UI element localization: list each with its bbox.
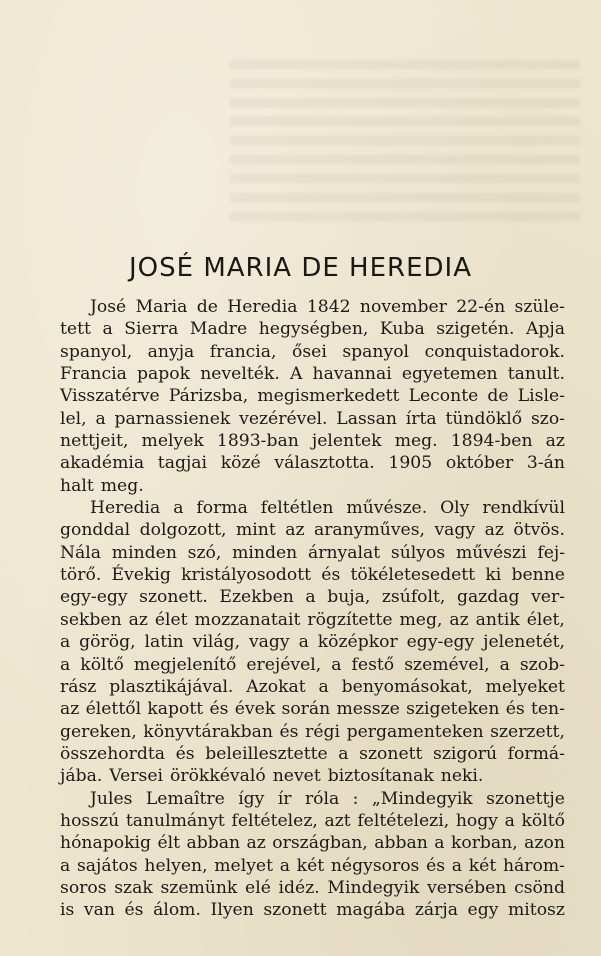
word: lel, — [60, 408, 87, 429]
word: világ, — [192, 632, 241, 653]
word: ősei — [292, 341, 327, 362]
word: fej- — [537, 542, 565, 563]
word: ki — [485, 565, 502, 586]
word: a — [279, 855, 290, 876]
text-line — [60, 899, 565, 921]
word: tagjai — [157, 453, 208, 474]
word: plasztikájával. — [109, 676, 234, 697]
word: formá- — [507, 743, 565, 764]
word: a — [102, 319, 113, 340]
word: dolgozott, — [139, 520, 227, 541]
word: tanult. — [507, 364, 565, 385]
word: Apja — [525, 319, 565, 340]
text-line — [60, 497, 565, 519]
text-line — [60, 654, 565, 676]
text-line — [60, 698, 565, 720]
text-line — [60, 341, 565, 363]
word: a — [504, 810, 515, 831]
word: egy-egy — [406, 632, 475, 653]
text-line — [60, 385, 565, 407]
word: csönd — [514, 877, 565, 898]
word: az — [246, 833, 266, 854]
word: jelenetét, — [483, 632, 565, 653]
word: Visszatérve — [60, 386, 160, 407]
word: Heredia — [90, 498, 161, 519]
text-line — [60, 810, 565, 832]
word: három- — [502, 855, 565, 876]
word: Oly — [440, 498, 470, 519]
word: sekben — [60, 609, 122, 630]
text-line — [60, 877, 565, 899]
word: is — [60, 900, 75, 921]
word: buja, — [327, 587, 371, 608]
word: súlyos — [390, 542, 446, 563]
word: neki. — [440, 766, 484, 787]
word: régi — [305, 721, 341, 742]
word: négysoros — [330, 855, 420, 876]
word: egy — [467, 900, 499, 921]
word: feltételezi, — [357, 810, 450, 831]
word: egy-egy — [60, 587, 128, 608]
word: de — [196, 297, 218, 317]
word: görög, — [79, 632, 136, 653]
word: benne — [511, 565, 565, 586]
text-line — [60, 519, 565, 541]
word: spanyol, — [60, 341, 133, 362]
word: korban, — [450, 833, 518, 854]
text-line — [60, 609, 565, 631]
word: elé — [245, 877, 271, 898]
word: hosszú — [60, 810, 120, 831]
text-line — [60, 408, 565, 430]
text-line — [60, 855, 565, 877]
word: meg. — [394, 431, 438, 452]
word: élet, — [526, 609, 565, 630]
word: abban — [374, 833, 428, 854]
word: közé — [220, 453, 261, 474]
word: papok — [137, 364, 191, 385]
word: a — [173, 498, 184, 519]
word: Kuba — [379, 319, 425, 340]
word: és — [209, 699, 229, 720]
word: Madre — [189, 319, 248, 340]
word: szüle- — [514, 297, 565, 317]
word: az — [285, 520, 305, 541]
word: vagy — [434, 520, 476, 541]
word: szak — [114, 877, 153, 898]
word: szonett. — [139, 587, 208, 608]
word: róla — [304, 788, 340, 809]
word: két — [296, 855, 325, 876]
word: két — [468, 855, 497, 876]
word: országban, — [272, 833, 368, 854]
word: ír — [277, 788, 292, 809]
word: mozzanatait — [194, 609, 301, 630]
word: azon — [524, 833, 565, 854]
word: José — [90, 297, 127, 317]
word: latin — [144, 632, 184, 653]
word: 1894-ben — [450, 431, 533, 452]
text-line — [60, 586, 565, 608]
text-line — [60, 832, 565, 854]
word: minden — [232, 542, 298, 563]
word: rendkívül — [482, 498, 565, 519]
word: melyek — [141, 431, 204, 452]
word: ten- — [530, 699, 565, 720]
word: Lassan — [336, 408, 397, 429]
word: nevelték. — [200, 364, 280, 385]
word: tanulmányt — [125, 810, 225, 831]
word: de — [487, 386, 509, 407]
word: az — [449, 609, 469, 630]
word: november — [359, 297, 447, 317]
word: írta — [405, 408, 437, 429]
word: a — [95, 408, 106, 429]
word: Sierra — [124, 319, 179, 340]
word: során — [281, 699, 331, 720]
word: ver- — [531, 587, 565, 608]
word: költő — [521, 810, 565, 831]
word: szigeteken — [406, 699, 500, 720]
word: tett — [60, 319, 91, 340]
word: festő — [351, 654, 395, 675]
word: Leconte — [408, 386, 479, 407]
word: Francia — [60, 364, 127, 385]
word: Nála — [60, 542, 102, 563]
word: az — [128, 609, 148, 630]
text-line — [60, 676, 565, 698]
word: szob- — [519, 654, 565, 675]
word: művésze. — [346, 498, 428, 519]
word: gereken, — [60, 721, 137, 742]
body-text — [60, 296, 565, 922]
word: meg, — [399, 609, 443, 630]
word: Mindegyik — [327, 877, 420, 898]
word: hegységben, — [258, 319, 369, 340]
word: Párizsba, — [168, 386, 249, 407]
word: aranyműves, — [313, 520, 425, 541]
text-line — [60, 363, 565, 385]
word: rögzítette — [307, 609, 393, 630]
word: és — [505, 699, 525, 720]
word: Ilyen — [210, 900, 254, 921]
word: szemünk — [160, 877, 238, 898]
word: 1842 — [306, 297, 351, 317]
word: élt — [157, 833, 181, 854]
word: Lemaître — [145, 788, 225, 809]
word: feltétlen — [260, 498, 334, 519]
word: spanyol — [342, 341, 410, 362]
word: tündöklő — [445, 408, 523, 429]
word: jelentek — [311, 431, 382, 452]
word: vagy — [248, 632, 290, 653]
word: conquistadorok. — [424, 341, 565, 362]
word: szonett — [359, 743, 423, 764]
word: zsúfolt, — [381, 587, 446, 608]
text-line — [60, 743, 565, 765]
text-line — [60, 564, 565, 586]
show-through-text — [230, 60, 580, 230]
word: minden — [111, 542, 177, 563]
word: élet — [154, 609, 188, 630]
word: 22-én — [456, 297, 506, 317]
word: így — [238, 788, 265, 809]
word: a — [298, 632, 309, 653]
word: megjelenítő — [133, 654, 237, 675]
word: nevet — [272, 766, 321, 787]
word: szigetén. — [436, 319, 515, 340]
word: halt — [60, 475, 94, 496]
word: a — [60, 855, 71, 876]
word: erejével, — [246, 654, 322, 675]
word: akadémia — [60, 453, 145, 474]
word: és — [175, 743, 195, 764]
word: kapott — [147, 699, 204, 720]
word: összehordta — [60, 743, 166, 764]
word: a — [451, 855, 463, 876]
word: mitosz — [508, 900, 565, 921]
text-line — [60, 765, 565, 787]
word: Versei — [109, 766, 164, 787]
word: művészi — [455, 542, 527, 563]
word: feltételez, — [231, 810, 318, 831]
word: 1893-ban — [216, 431, 299, 452]
word: versében — [427, 877, 507, 898]
word: szonett — [263, 900, 327, 921]
word: Azokat — [246, 676, 306, 697]
word: megismerkedett — [257, 386, 400, 407]
word: jába. — [60, 766, 103, 787]
word: benyomásokat, — [341, 676, 473, 697]
word: az — [545, 431, 565, 452]
word: pergamenteken — [346, 721, 484, 742]
word: szigorú — [433, 743, 498, 764]
word: a — [338, 743, 349, 764]
word: kristályosodott — [181, 565, 312, 586]
word: beleillesztette — [205, 743, 328, 764]
word: helyen, — [144, 855, 208, 876]
word: szerzett, — [490, 721, 565, 742]
word: hogy — [455, 810, 498, 831]
word: francia, — [209, 341, 277, 362]
word: és — [321, 565, 341, 586]
word: ötvös. — [513, 520, 565, 541]
word: parnassienek — [114, 408, 231, 429]
word: Heredia — [227, 297, 298, 317]
word: biztosítanak — [327, 766, 434, 787]
word: a — [499, 654, 510, 675]
word: van — [83, 900, 115, 921]
word: törő. — [60, 565, 102, 586]
word: az — [484, 520, 504, 541]
word: szemével, — [404, 654, 490, 675]
word: költő — [80, 654, 124, 675]
text-line — [60, 430, 565, 452]
text-line — [60, 318, 565, 340]
word: havannai — [312, 364, 392, 385]
word: „Mindegyik — [371, 788, 473, 809]
word: gazdag — [456, 587, 520, 608]
word: a — [305, 587, 316, 608]
word: a — [60, 632, 71, 653]
word: egyetemen — [401, 364, 498, 385]
word: örökkévaló — [170, 766, 266, 787]
word: forma — [196, 498, 248, 519]
word: antik — [475, 609, 520, 630]
word: a — [318, 676, 329, 697]
word: évek — [234, 699, 276, 720]
word: a — [60, 654, 71, 675]
word: szó, — [187, 542, 222, 563]
word: és — [426, 855, 446, 876]
word: a — [434, 833, 445, 854]
word: idéz. — [278, 877, 320, 898]
word: messze — [336, 699, 400, 720]
word: magába — [336, 900, 406, 921]
word: és — [124, 900, 144, 921]
word: szonettje — [486, 788, 565, 809]
text-line — [60, 296, 565, 318]
word: élettől — [85, 699, 142, 720]
word: Jules — [90, 788, 133, 809]
word: rász — [60, 676, 97, 697]
word: választotta. — [274, 453, 375, 474]
word: szo- — [530, 408, 565, 429]
word: a — [331, 654, 342, 675]
word: azt — [324, 810, 351, 831]
word: meg. — [100, 475, 144, 496]
word: abban — [186, 833, 241, 854]
word: középkor — [317, 632, 398, 653]
text-line — [60, 475, 565, 497]
word: árnyalat — [308, 542, 381, 563]
word: anyja — [147, 341, 195, 362]
word: álom. — [153, 900, 201, 921]
text-line — [60, 721, 565, 743]
text-line — [60, 452, 565, 474]
word: melyet — [214, 855, 273, 876]
word: A — [289, 364, 303, 385]
word: hónapokig — [60, 833, 151, 854]
text-line — [60, 788, 565, 810]
word: gonddal — [60, 520, 131, 541]
word: Évekig — [111, 565, 171, 586]
text-line — [60, 542, 565, 564]
word: melyeket — [485, 676, 565, 697]
word: 1905 — [388, 453, 433, 474]
word: mint — [235, 520, 276, 541]
word: és — [279, 721, 299, 742]
word: sajátos — [76, 855, 138, 876]
word: 3-án — [526, 453, 565, 474]
word: vezérével. — [239, 408, 328, 429]
word: zárja — [414, 900, 458, 921]
word: október — [445, 453, 514, 474]
word: Ezekben — [219, 587, 294, 608]
word: Lisle- — [517, 386, 565, 407]
word: soros — [60, 877, 107, 898]
word: Maria — [135, 297, 188, 317]
word: tökéletesedett — [350, 565, 476, 586]
chapter-title: JOSÉ MARIA DE HEREDIA — [129, 253, 472, 283]
word: : — [352, 788, 359, 809]
text-line — [60, 631, 565, 653]
word: nettjeit, — [60, 431, 129, 452]
word: az — [60, 699, 80, 720]
word: könyvtárakban — [143, 721, 273, 742]
